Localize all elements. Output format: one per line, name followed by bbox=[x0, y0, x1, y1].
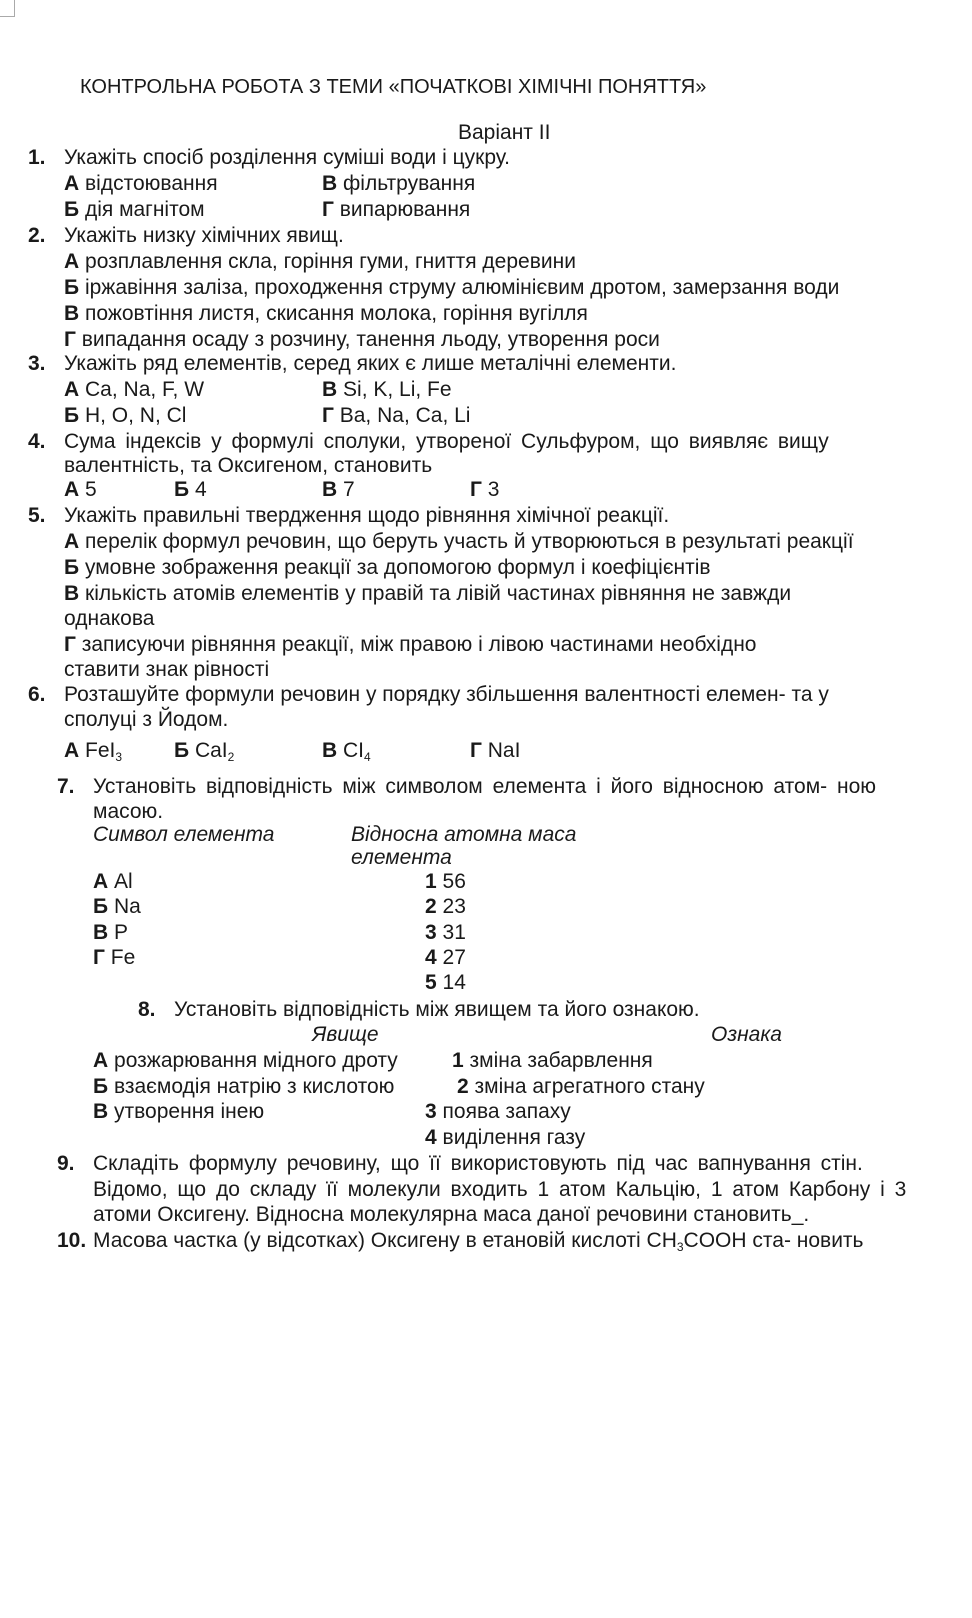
variant-label: Варіант II bbox=[458, 121, 551, 144]
answer-option bbox=[64, 249, 576, 275]
option-letter: А bbox=[64, 172, 80, 195]
option-letter: В bbox=[64, 582, 80, 605]
option-text: Si, K, Li, Fe bbox=[343, 378, 452, 401]
option-text: записуючи рівняння реакції, між правою і лівою частинами необхідно bbox=[81, 633, 757, 656]
option-text: Ca, Na, F, W bbox=[85, 378, 205, 401]
option-text: утворення інею bbox=[114, 1100, 265, 1123]
option-text: 31 bbox=[442, 921, 466, 944]
answer-option bbox=[322, 377, 452, 403]
match-right-item bbox=[452, 1048, 653, 1074]
option-text: 27 bbox=[442, 946, 466, 969]
match-left-item bbox=[93, 894, 141, 920]
option-text: 7 bbox=[343, 478, 355, 501]
option-letter: В bbox=[322, 739, 338, 762]
question-number: 3. bbox=[28, 352, 46, 375]
option-text: поява запаху bbox=[442, 1100, 571, 1123]
option-letter: Г bbox=[322, 404, 334, 427]
option-letter: В bbox=[93, 921, 109, 944]
match-left-item bbox=[93, 945, 135, 971]
option-letter: В bbox=[322, 378, 338, 401]
option-text: перелік формул речовин, що беруть участь й утворюються в результаті реакції bbox=[85, 530, 854, 553]
option-letter: Б bbox=[64, 404, 80, 427]
option-number: 1 bbox=[452, 1049, 464, 1072]
option-letter: Б bbox=[174, 478, 190, 501]
option-letter: Б bbox=[64, 198, 80, 221]
match-right-item bbox=[425, 869, 466, 895]
formula-subscript: 2 bbox=[227, 750, 235, 764]
question-number: 2. bbox=[28, 224, 46, 247]
option-text: розжарювання мідного дроту bbox=[114, 1049, 398, 1072]
question-number: 5. bbox=[28, 504, 46, 527]
option-number: 2 bbox=[425, 895, 437, 918]
formula-subscript: 3 bbox=[676, 1240, 684, 1254]
option-text: однакова bbox=[64, 607, 155, 630]
answer-option bbox=[322, 403, 470, 429]
question-text: сполуці з Йодом. bbox=[64, 708, 229, 731]
answer-option bbox=[64, 581, 791, 607]
match-left-item bbox=[93, 920, 128, 946]
option-letter: А bbox=[93, 870, 109, 893]
question-text: Установіть відповідність між явищем та його ознакою. bbox=[174, 998, 700, 1021]
option-letter: Б bbox=[93, 895, 109, 918]
formula: FeI bbox=[85, 739, 116, 762]
answer-option bbox=[174, 477, 207, 503]
answer-option bbox=[64, 403, 186, 429]
formula: NaI bbox=[487, 739, 521, 762]
answer-option bbox=[64, 632, 756, 658]
option-number: 5 bbox=[425, 971, 437, 994]
answer-option bbox=[64, 197, 205, 223]
option-letter: Г bbox=[64, 633, 76, 656]
option-letter: А bbox=[64, 250, 80, 273]
option-text: 5 bbox=[85, 478, 97, 501]
option-letter: Г bbox=[470, 739, 482, 762]
answer-option bbox=[322, 171, 475, 197]
answer-option bbox=[470, 738, 520, 764]
option-letter: В bbox=[322, 172, 338, 195]
option-letter: Б bbox=[93, 1075, 109, 1098]
option-text: умовне зображення реакції за допомогою формул і коефіцієнтів bbox=[84, 556, 711, 579]
question-number: 8. bbox=[138, 998, 156, 1021]
column-header: Явище bbox=[312, 1023, 379, 1046]
option-letter: Б bbox=[174, 739, 190, 762]
option-text: 4 bbox=[194, 478, 207, 501]
option-letter: А bbox=[64, 478, 80, 501]
question-text: валентність, та Оксигеном, становить bbox=[64, 454, 433, 477]
question-number: 7. bbox=[57, 775, 75, 798]
question-text: Відомо, що до складу її молекули входить 1 атом Кальцію, 1 атом Карбону і 3 bbox=[93, 1178, 907, 1201]
match-left-item bbox=[93, 1074, 394, 1100]
option-letter: Г bbox=[470, 478, 482, 501]
option-letter: А bbox=[64, 378, 80, 401]
match-left-item bbox=[93, 1048, 398, 1074]
formula-subscript: 3 bbox=[115, 750, 123, 764]
answer-option bbox=[64, 171, 218, 197]
option-text: взаємодія натрію з кислотою bbox=[113, 1075, 395, 1098]
answer-option bbox=[174, 738, 234, 764]
option-number: 4 bbox=[425, 946, 437, 969]
page-corner-mark bbox=[0, 0, 15, 17]
formula: CI bbox=[343, 739, 365, 762]
option-text: 3 bbox=[487, 478, 500, 501]
option-text: випадання осаду з розчину, танення льоду, утворення роси bbox=[81, 328, 660, 351]
column-header: Відносна атомна маса bbox=[351, 823, 577, 846]
match-left-item bbox=[93, 869, 133, 895]
match-left-item bbox=[93, 1099, 264, 1125]
question-text: Укажіть правильні твердження щодо рівняння хімічної реакції. bbox=[64, 504, 670, 527]
option-text: фільтрування bbox=[343, 172, 476, 195]
question-text: атоми Оксигену. Відносна молекулярна маса даної речовини становить_. bbox=[93, 1203, 810, 1226]
option-letter: В bbox=[322, 478, 338, 501]
answer-option bbox=[64, 555, 711, 581]
option-letter: Г bbox=[322, 198, 334, 221]
option-text: кількість атомів елементів у правій та лівій частинах рівняння не завжди bbox=[85, 582, 792, 605]
formula-subscript: 4 bbox=[364, 750, 371, 764]
question-number: 1. bbox=[28, 146, 46, 169]
option-text: Fe bbox=[110, 946, 136, 969]
question-text: Складіть формулу речовину, що її використовують під час вапнування стін. bbox=[93, 1152, 863, 1175]
page-title: КОНТРОЛЬНА РОБОТА З ТЕМИ «ПОЧАТКОВІ ХІМІЧНІ ПОНЯТТЯ» bbox=[80, 76, 707, 98]
option-text: виділення газу bbox=[442, 1126, 586, 1149]
option-text: 14 bbox=[442, 971, 466, 994]
option-text: 56 bbox=[442, 870, 466, 893]
option-letter: Г bbox=[64, 328, 76, 351]
answer-option bbox=[470, 477, 499, 503]
option-number: 4 bbox=[425, 1126, 437, 1149]
option-text: зміна агрегатного стану bbox=[474, 1075, 705, 1098]
option-letter: Б bbox=[64, 556, 80, 579]
option-text: Na bbox=[113, 895, 141, 918]
option-number: 2 bbox=[457, 1075, 469, 1098]
answer-option bbox=[64, 275, 839, 301]
answer-option bbox=[64, 377, 204, 403]
match-right-item bbox=[425, 1099, 571, 1125]
question-number: 10. bbox=[57, 1229, 87, 1252]
option-number: 1 bbox=[425, 870, 437, 893]
option-letter: Б bbox=[64, 276, 80, 299]
answer-option bbox=[64, 477, 97, 503]
answer-option bbox=[322, 197, 470, 223]
answer-option bbox=[64, 738, 122, 764]
option-text: дія магнітом bbox=[84, 198, 205, 221]
match-right-item bbox=[425, 945, 466, 971]
option-text: випарювання bbox=[339, 198, 471, 221]
question-number: 9. bbox=[57, 1152, 75, 1175]
question-number: 4. bbox=[28, 430, 46, 453]
question-text: Установіть відповідність між символом елемента і його відносною атом- ною bbox=[93, 775, 877, 798]
option-text: відстоювання bbox=[85, 172, 218, 195]
option-text: ставити знак рівності bbox=[64, 658, 270, 681]
option-letter: А bbox=[64, 739, 80, 762]
option-text: H, O, N, Cl bbox=[84, 404, 187, 427]
option-letter: А bbox=[93, 1049, 109, 1072]
match-right-item bbox=[457, 1074, 705, 1100]
option-text: зміна забарвлення bbox=[469, 1049, 653, 1072]
question-text: Укажіть спосіб розділення суміші води і цукру. bbox=[64, 146, 511, 169]
answer-option bbox=[322, 477, 355, 503]
option-text: Al bbox=[114, 870, 133, 893]
answer-option bbox=[64, 529, 854, 555]
match-right-item bbox=[425, 894, 466, 920]
answer-option bbox=[322, 738, 371, 764]
option-letter: А bbox=[64, 530, 80, 553]
option-letter: Г bbox=[93, 946, 105, 969]
question-text: масою. bbox=[93, 800, 164, 823]
match-right-item bbox=[425, 970, 466, 996]
question-text: Сума індексів у формулі сполуки, утвореної Сульфуром, що виявляє вищу bbox=[64, 430, 829, 453]
answer-option bbox=[64, 301, 588, 327]
question-text-part: COOH ста- новить bbox=[683, 1229, 864, 1252]
option-text: Ba, Na, Ca, Li bbox=[339, 404, 471, 427]
question-text: Укажіть низку хімічних явищ. bbox=[64, 224, 344, 247]
question-number: 6. bbox=[28, 683, 46, 706]
question-text bbox=[93, 1228, 864, 1254]
option-letter: В bbox=[64, 302, 80, 325]
match-right-item bbox=[425, 1125, 585, 1151]
option-text: пожовтіння листя, скисання молока, горіння вугілля bbox=[85, 302, 588, 325]
option-text: 23 bbox=[442, 895, 466, 918]
column-header: Символ елемента bbox=[93, 823, 275, 846]
column-header: Ознака bbox=[711, 1023, 782, 1046]
formula: CaI bbox=[194, 739, 228, 762]
option-number: 3 bbox=[425, 1100, 437, 1123]
option-text: розплавлення скла, горіння гуми, гниття деревини bbox=[85, 250, 576, 273]
question-text-part: Масова частка (у відсотках) Оксигену в етановій кислоті CH bbox=[93, 1229, 677, 1252]
option-text: іржавіння заліза, проходження струму алюмінієвим дротом, замерзання води bbox=[84, 276, 840, 299]
question-text: Розташуйте формули речовин у порядку збільшення валентності елемен- та у bbox=[64, 683, 829, 706]
column-header: елемента bbox=[351, 846, 452, 869]
match-right-item bbox=[425, 920, 466, 946]
option-letter: В bbox=[93, 1100, 109, 1123]
question-text: Укажіть ряд елементів, серед яких є лише металічні елементи. bbox=[64, 352, 677, 375]
answer-option bbox=[64, 327, 660, 353]
option-text: P bbox=[114, 921, 129, 944]
option-number: 3 bbox=[425, 921, 437, 944]
